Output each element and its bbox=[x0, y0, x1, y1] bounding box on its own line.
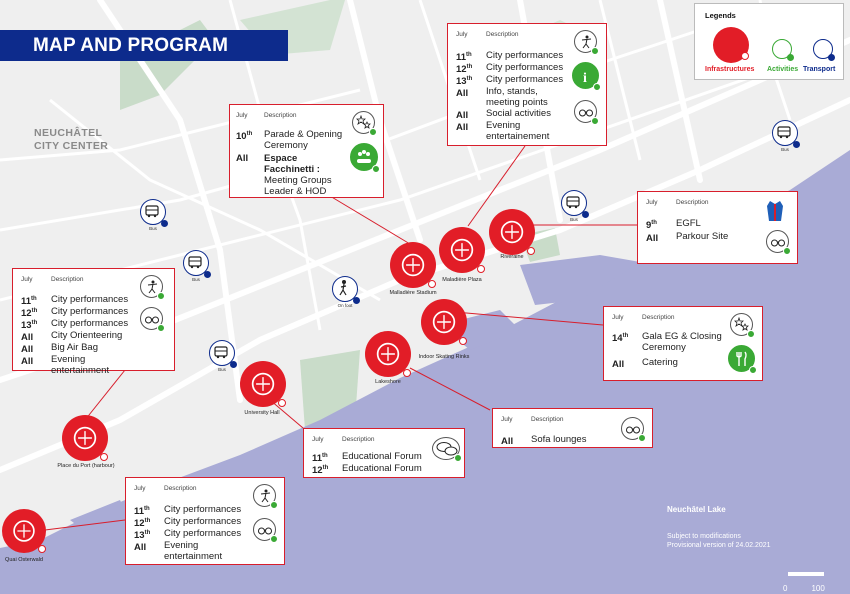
program-desc: Educational Forum bbox=[342, 463, 422, 474]
location-label: University Hall bbox=[244, 410, 280, 416]
meeting-group-icon bbox=[350, 143, 378, 171]
program-desc: Evening entertainement bbox=[486, 120, 550, 142]
speech-bubbles-icon bbox=[432, 437, 460, 460]
transport-pin-icon bbox=[353, 297, 360, 304]
stadium-icon[interactable] bbox=[390, 242, 436, 288]
program-desc: City performances bbox=[486, 50, 564, 61]
transport-label: Bus bbox=[570, 217, 578, 222]
program-day: 11th bbox=[456, 52, 472, 63]
program-desc: Evening entertainment bbox=[164, 540, 223, 562]
transport-pin-icon bbox=[161, 220, 168, 227]
program-desc: Espace Facchinetti : bbox=[264, 153, 320, 175]
col-july: July bbox=[456, 31, 468, 38]
program-desc: City performances bbox=[164, 504, 242, 515]
infrastructure-pin-icon bbox=[741, 52, 749, 62]
program-desc: Parade & Opening Ceremony bbox=[264, 129, 343, 151]
scale-bar bbox=[788, 572, 824, 576]
bus-icon[interactable] bbox=[140, 199, 166, 225]
col-description: Description bbox=[486, 31, 519, 38]
city-center-label: NEUCHÂTEL CITY CENTER bbox=[34, 127, 109, 152]
legend-activities: Activities bbox=[767, 66, 799, 73]
program-box-west bbox=[12, 268, 175, 376]
program-day: All bbox=[134, 542, 147, 553]
info-icon bbox=[572, 62, 599, 89]
transport-label: Bus bbox=[192, 277, 200, 282]
program-day: 12th bbox=[134, 518, 151, 529]
bus-icon[interactable] bbox=[772, 120, 798, 146]
program-day: 13th bbox=[21, 320, 38, 331]
transport-label: On foot bbox=[337, 303, 353, 308]
program-desc: City performances bbox=[486, 62, 564, 73]
cutlery-icon bbox=[728, 345, 755, 372]
program-day: All bbox=[456, 122, 469, 133]
program-day: 13th bbox=[456, 76, 473, 87]
program-day: 11th bbox=[21, 296, 37, 307]
program-day: 10th bbox=[236, 131, 253, 142]
program-desc: City performances bbox=[486, 74, 564, 85]
location-label: Quai Osterwald bbox=[5, 557, 43, 563]
program-day: All bbox=[236, 153, 249, 164]
transport-label: Bus bbox=[781, 147, 789, 152]
bus-icon[interactable] bbox=[209, 340, 235, 366]
transport-pin-icon bbox=[793, 141, 800, 148]
transport-pin-icon bbox=[230, 361, 237, 368]
col-july: July bbox=[612, 314, 624, 321]
location-label: Riveraine bbox=[500, 254, 524, 260]
col-description: Description bbox=[264, 112, 297, 119]
program-day: All bbox=[646, 233, 659, 244]
program-day: All bbox=[21, 332, 34, 343]
program-day: All bbox=[612, 359, 625, 370]
program-desc: EGFL bbox=[676, 218, 701, 229]
program-day: 13th bbox=[134, 530, 151, 541]
col-description: Description bbox=[342, 436, 375, 443]
program-day: All bbox=[21, 356, 34, 367]
program-desc: City Orienteering bbox=[51, 330, 123, 341]
door-icon[interactable] bbox=[439, 227, 485, 273]
program-box-gala bbox=[603, 306, 763, 381]
bus-icon[interactable] bbox=[183, 250, 209, 276]
performer-icon bbox=[574, 30, 597, 53]
modifications-note: Subject to modifications Provisional version of 24.02.2021 bbox=[667, 533, 771, 549]
binoculars-icon bbox=[621, 417, 644, 440]
location-pin-icon bbox=[477, 265, 485, 273]
program-desc: Social activities bbox=[486, 108, 551, 119]
location-pin-icon bbox=[100, 453, 108, 461]
location-label: Malladière Stadium bbox=[389, 290, 437, 296]
program-day: 12th bbox=[312, 465, 329, 476]
anchor-icon[interactable] bbox=[62, 415, 108, 461]
program-day: All bbox=[456, 110, 469, 121]
location-pin-icon bbox=[428, 280, 436, 288]
page-title: MAP AND PROGRAM bbox=[33, 35, 229, 56]
program-desc: City performances bbox=[51, 306, 129, 317]
ice-skate-icon[interactable] bbox=[421, 299, 467, 345]
program-desc: Info, stands, meeting points bbox=[486, 86, 548, 108]
binoculars-icon bbox=[140, 307, 163, 330]
program-day: 12th bbox=[456, 64, 473, 75]
legend-transport: Transport bbox=[803, 66, 836, 73]
program-desc: Parkour Site bbox=[676, 231, 729, 242]
binoculars-icon bbox=[766, 230, 789, 253]
col-july: July bbox=[646, 199, 658, 206]
performer-icon bbox=[253, 484, 276, 507]
stars-icon bbox=[730, 313, 753, 336]
performer-icon bbox=[140, 275, 163, 298]
transport-pin-icon bbox=[582, 211, 589, 218]
col-july: July bbox=[236, 112, 248, 119]
flower-icon[interactable] bbox=[2, 509, 46, 553]
program-day: 11th bbox=[134, 506, 150, 517]
location-pin-icon bbox=[38, 545, 46, 553]
program-box-osterwald bbox=[125, 477, 285, 565]
program-desc: City performances bbox=[164, 516, 242, 527]
location-pin-icon bbox=[278, 399, 286, 407]
legend-title: Legends bbox=[705, 11, 736, 20]
program-desc: City performances bbox=[164, 528, 242, 539]
program-desc: Catering bbox=[642, 357, 678, 368]
program-day: 9th bbox=[646, 220, 657, 231]
scale-labels bbox=[783, 584, 825, 593]
program-desc: Big Air Bag bbox=[51, 342, 98, 353]
col-july: July bbox=[21, 276, 33, 283]
location-label: Lakeshore bbox=[375, 379, 401, 385]
col-july: July bbox=[134, 485, 146, 492]
transport-pin-icon bbox=[828, 54, 835, 61]
program-box-parade bbox=[229, 104, 384, 198]
jersey-icon bbox=[766, 200, 784, 222]
activities-check-icon bbox=[787, 54, 794, 61]
program-desc: Gala EG & Closing Ceremony bbox=[642, 331, 722, 353]
col-description: Description bbox=[51, 276, 84, 283]
lake-sun-icon[interactable] bbox=[365, 331, 411, 377]
legend-infrastructures: Infrastructures bbox=[705, 66, 755, 73]
col-description: Description bbox=[531, 416, 564, 423]
location-label: Place du Port (harbour) bbox=[57, 463, 115, 469]
program-day: 12th bbox=[21, 308, 38, 319]
program-day: 11th bbox=[312, 453, 328, 464]
binoculars-icon bbox=[574, 100, 597, 123]
program-box-maladiere bbox=[447, 23, 607, 146]
program-desc: City performances bbox=[51, 294, 129, 305]
col-july: July bbox=[501, 416, 513, 423]
program-desc: Sofa lounges bbox=[531, 434, 587, 445]
bus-icon[interactable] bbox=[561, 190, 587, 216]
title-bar bbox=[0, 30, 288, 61]
program-day: All bbox=[456, 88, 469, 99]
location-pin-icon bbox=[403, 369, 411, 377]
binoculars-icon bbox=[253, 518, 276, 541]
col-description: Description bbox=[164, 485, 197, 492]
lake-label: Neuchâtel Lake bbox=[667, 505, 726, 514]
program-day: All bbox=[501, 436, 514, 447]
stars-icon bbox=[352, 111, 375, 134]
transport-pin-icon bbox=[204, 271, 211, 278]
svg-text:i: i bbox=[583, 71, 587, 86]
transport-label: Bus bbox=[218, 367, 226, 372]
program-desc: Educational Forum bbox=[342, 451, 422, 462]
program-desc-extra: Meeting Groups Leader & HOD bbox=[264, 175, 332, 197]
scale-end: 100 bbox=[811, 584, 825, 593]
program-box-forum bbox=[303, 428, 465, 478]
program-box-riveraine bbox=[637, 191, 798, 264]
location-pin-icon bbox=[527, 247, 535, 255]
legend bbox=[694, 3, 844, 80]
location-pin-icon bbox=[459, 337, 467, 345]
col-description: Description bbox=[642, 314, 675, 321]
col-description: Description bbox=[676, 199, 709, 206]
program-desc: Evening entertainment bbox=[51, 354, 110, 376]
transport-label: Bus bbox=[149, 226, 157, 231]
program-day: 14th bbox=[612, 333, 629, 344]
col-july: July bbox=[312, 436, 324, 443]
program-day: All bbox=[21, 344, 34, 355]
scale-start: 0 bbox=[783, 584, 788, 593]
location-label: Indoor Skating Rinks bbox=[418, 354, 470, 360]
program-desc: City performances bbox=[51, 318, 129, 329]
jacket-icon[interactable] bbox=[489, 209, 535, 255]
walking-icon[interactable] bbox=[332, 276, 358, 302]
program-box-sofa bbox=[492, 408, 653, 448]
graduation-cap-icon[interactable] bbox=[240, 361, 286, 407]
location-label: Maladière Plaza bbox=[442, 277, 482, 283]
